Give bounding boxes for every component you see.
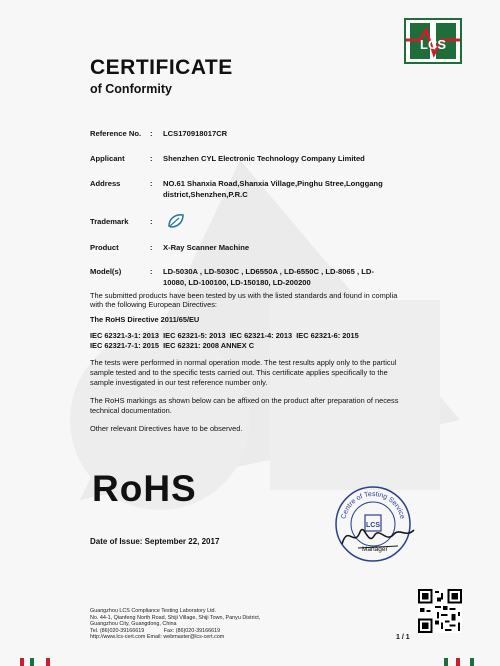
- svg-text:Centre of Testing Service: Centre of Testing Service: [340, 490, 406, 520]
- standards-line2: IEC 62321-7-1: 2015 IEC 62321: 2008 ANNEX C: [90, 341, 255, 350]
- footer-tel: Tel. (86)020-39166619: [90, 627, 145, 634]
- footer-phone-row: [90, 628, 260, 635]
- reference-value: LCS170918017CR: [163, 129, 228, 138]
- leaf-logo-icon: [167, 213, 185, 229]
- footer-line1: Guangzhou LCS Compliance Testing Laboratory Ltd.: [90, 608, 217, 614]
- tests-line2: sample tested and to the specific tests carried out. This certificate applies specifically to the: [90, 368, 388, 377]
- models-value-line2: 10080, LD-100100, LD-150180, LD-200200: [163, 278, 311, 287]
- markings-line1: The RoHS markings as shown below can be affixed on the product after preparation of necess: [90, 396, 399, 405]
- address-value-line1: NO.61 Shanxia Road,Shanxia Village,Pinghu Stree,Longgang: [163, 179, 383, 188]
- qr-code-icon: [418, 589, 462, 633]
- directive-text: The RoHS Directive 2011/65/EU: [90, 315, 200, 324]
- corner-decoration-left: [20, 656, 58, 666]
- colon: :: [150, 179, 153, 188]
- footer-web: http://www.lcs-cert.com Email: webmaster@lcs-cert.com: [90, 634, 225, 641]
- tests-line1: The tests were performed in normal operation mode. The test results apply only to the particul: [90, 358, 397, 367]
- tests-line3: sample investigated in our test reference number only.: [90, 378, 268, 387]
- address-label: Address: [90, 179, 121, 188]
- certificate-title: CERTIFICATE: [90, 56, 233, 79]
- colon: :: [150, 129, 153, 138]
- markings-line2: technical documentation.: [90, 406, 172, 415]
- models-value-line1: LD-5030A , LD-5030C , LD6550A , LD-6550C , LD-8065 , LD-: [163, 267, 374, 276]
- lcs-logo-icon: [404, 18, 462, 64]
- issue-date: Date of Issue: September 22, 2017: [90, 537, 220, 546]
- colon: :: [150, 243, 153, 252]
- certificate-subtitle: of Conformity: [90, 82, 172, 96]
- footer: [90, 608, 260, 641]
- footer-fax: Fax: (86)020-39166619: [163, 627, 221, 634]
- product-label: Product: [90, 243, 119, 252]
- address-value-line2: district,Shenzhen,P.R.C: [163, 190, 248, 199]
- intro-line1: The submitted products have been tested by us with the listed standards and found in complia: [90, 291, 398, 300]
- corner-decoration-right: [440, 656, 480, 666]
- rohs-mark: RoHS: [92, 468, 197, 509]
- svg-text:LCS: LCS: [420, 37, 446, 52]
- manager-label: Manager: [362, 546, 388, 553]
- svg-text:LCS: LCS: [366, 522, 380, 529]
- applicant-label: Applicant: [90, 154, 125, 163]
- intro-line2: with the following European Directives:: [90, 300, 217, 309]
- reference-label: Reference No.: [90, 129, 142, 138]
- trademark-label: Trademark: [90, 217, 129, 226]
- footer-line3: Guangzhou City, Guangdong, China: [90, 621, 177, 628]
- colon: :: [150, 154, 153, 163]
- page-number: 1 / 1: [396, 634, 410, 641]
- footer-line2: No. 44-1, Qianfeng North Road, Shiji Village, Shiji Town, Panyu District,: [90, 614, 261, 621]
- standards-line1: IEC 62321-3-1: 2013 IEC 62321-5: 2013 IEC 62321-4: 2013 IEC 62321-6: 2015: [90, 331, 359, 340]
- colon: :: [150, 217, 153, 226]
- other-directives: Other relevant Directives have to be observed.: [90, 424, 243, 433]
- product-value: X-Ray Scanner Machine: [163, 243, 250, 252]
- models-label: Model(s): [90, 267, 122, 276]
- applicant-value: Shenzhen CYL Electronic Technology Company Limited: [163, 154, 365, 163]
- colon: :: [150, 267, 153, 276]
